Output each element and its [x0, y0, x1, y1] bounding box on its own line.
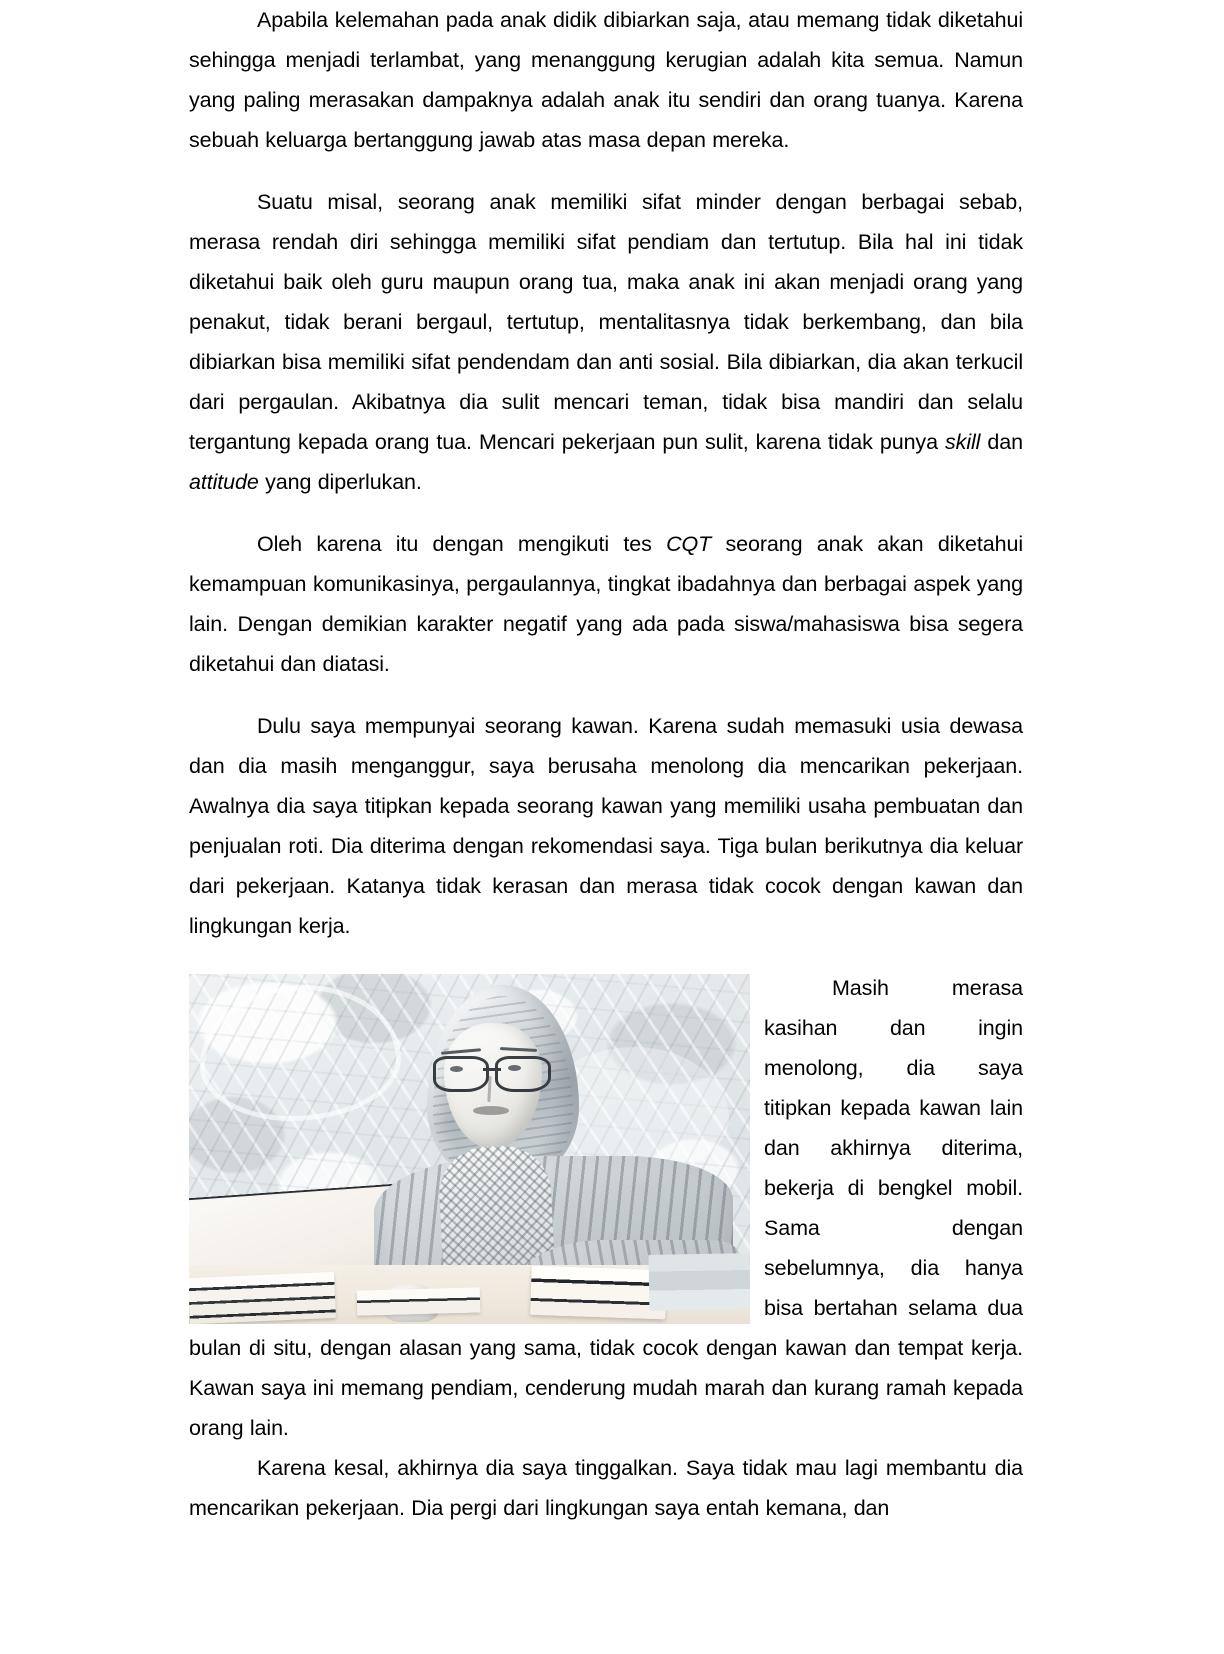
figure-with-wrapped-text — [189, 968, 1023, 1448]
paragraph-2-italic-attitude: attitude — [189, 470, 259, 494]
photo-mouth — [473, 1106, 509, 1115]
paragraph-5: Masih merasa kasihan dan ingin menolong, dia saya titipkan kepada kawan lain dan akhirnya diterima, bekerja di bengkel mobil. Sama dengan sebelumnya, dia hanya bisa bertahan selama dua bulan di situ, dengan alasan yang sama, tidak cocok dengan kawan dan tempat kerja. Kawan saya ini memang pendiam, cenderung mudah marah dan kurang ramah kepada orang lain. — [189, 976, 1023, 1440]
paragraph-6: Karena kesal, akhirnya dia saya tinggalkan. Saya tidak mau lagi membantu dia mencarikan pekerjaan. Dia pergi dari lingkungan saya entah kemana, dan — [189, 1456, 1023, 1520]
photo-woman-at-laptop — [189, 974, 750, 1324]
paragraph-2-text-c: yang diperlukan. — [258, 470, 422, 494]
photo-eyeglasses — [433, 1056, 551, 1086]
photo-eyeglass-lens-right — [495, 1056, 550, 1092]
paragraph-1: Apabila kelemahan pada anak didik dibiarkan saja, atau memang tidak diketahui sehingga menjadi terlambat, yang menanggung kerugian adalah kita semua. Namun yang paling merasakan dampaknya adalah anak itu sendiri dan orang tuanya. Karena sebuah keluarga bertanggung jawab atas masa depan mereka. — [189, 8, 1023, 152]
photo-book-stack-left — [189, 1272, 336, 1324]
paragraph-3-italic-cqt: CQT — [666, 532, 712, 556]
paragraph-4: Dulu saya mempunyai seorang kawan. Karena sudah memasuki usia dewasa dan dia masih menganggur, saya berusaha menolong dia mencarikan pekerjaan. Awalnya dia saya titipkan kepada seorang kawan yang memiliki usaha pembuatan dan penjualan roti. Dia diterima dengan rekomendasi saya. Tiga bulan berikutnya dia keluar dari pekerjaan. Katanya tidak kerasan dan merasa tidak cocok dengan kawan dan lingkungan kerja. — [189, 714, 1023, 938]
page-content — [189, 0, 1023, 1528]
paragraph-3-text-b: seorang anak akan diketahui kemampuan komunikasinya, pergaulannya, tingkat ibadahnya dan berbagai aspek yang lain. Dengan demikian karakter negatif yang ada pada siswa/mahasiswa bisa segera diketahui dan diatasi. — [189, 532, 1023, 676]
paragraph-3 — [189, 524, 1023, 684]
photo-eyeglass-lens-left — [433, 1056, 488, 1092]
photo-book-stack-far — [649, 1253, 750, 1311]
paragraph-2-italic-skill: skill — [945, 430, 981, 454]
photo-book-stack-middle — [357, 1287, 481, 1315]
paragraph-2-text-b: dan — [980, 430, 1023, 454]
paragraph-3-text-a: Oleh karena itu dengan mengikuti tes — [257, 532, 667, 556]
photo-eyeglass-bridge — [483, 1068, 502, 1072]
paragraph-2 — [189, 182, 1023, 502]
paragraph-2-text-a: Suatu misal, seorang anak memiliki sifat minder dengan berbagai sebab, merasa rendah diri sehingga memiliki sifat pendiam dan tertutup. Bila hal ini tidak diketahui baik oleh guru maupun orang tua, maka anak ini akan menjadi orang yang penakut, tidak berani bergaul, tertutup, mentalitasnya tidak berkembang, dan bila dibiarkan bisa memiliki sifat pendendam dan anti sosial. Bila dibiarkan, dia akan terkucil dari pergaulan. Akibatnya dia sulit mencari teman, tidak bisa mandiri dan selalu tergantung kepada orang tua. Mencari pekerjaan pun sulit, karena tidak punya — [189, 190, 1023, 454]
photo-book-stack-right — [530, 1266, 666, 1320]
